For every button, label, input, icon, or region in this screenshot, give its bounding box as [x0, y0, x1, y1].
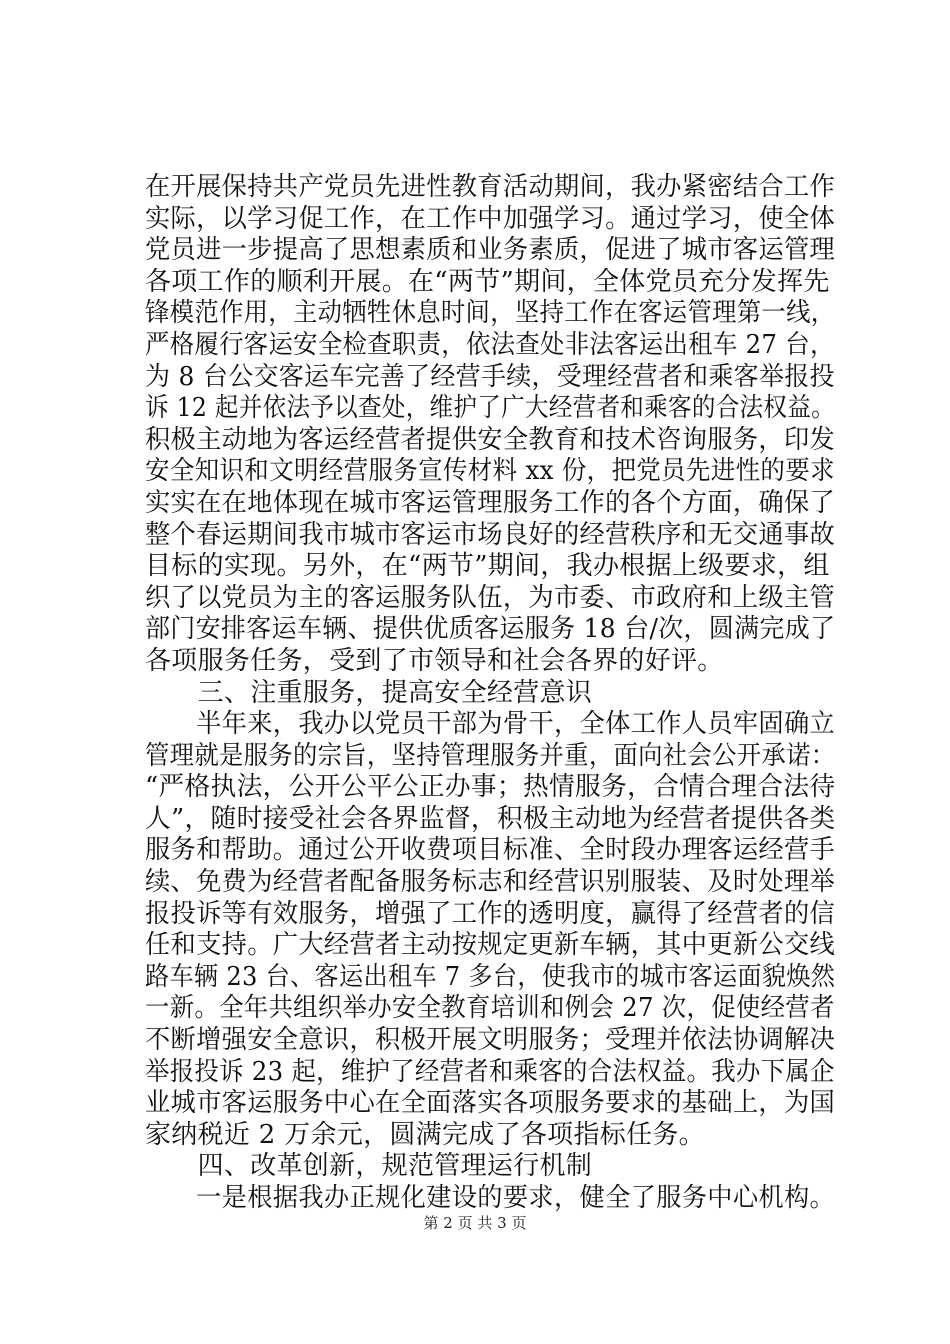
text-line: 三、注重服务，提高安全经营意识 [145, 677, 593, 708]
text-line: 诉 12 起并依法予以查处，维护了广大经营者和乘客的合法权益。 [145, 393, 835, 424]
text-line: 目标的实现。另外，在“两节”期间，我办根据上级要求，组 [145, 551, 830, 582]
text-line: 半年来，我办以党员干部为骨干，全体工作人员牢固确立 [145, 709, 836, 740]
text-line: 一新。全年共组织举办安全教育培训和例会 27 次，促使经营者 [145, 993, 835, 1024]
text-line: 举报投诉 23 起，维护了经营者和乘客的合法权益。我办下属企 [145, 1056, 835, 1087]
text-line: 人”，随时接受社会各界监督，积极主动地为经营者提供各类 [145, 803, 836, 834]
page-footer: 第 2 页 共 3 页 [423, 1214, 527, 1232]
text-line: 四、改革创新，规范管理运行机制 [145, 1151, 593, 1182]
text-line: 一是根据我办正规化建设的要求，健全了服务中心机构。 [145, 1183, 836, 1213]
text-line: 路车辆 23 台、客运出租车 7 多台，使我市的城市客运面貌焕然 [145, 961, 836, 992]
text-line: 严格履行客运安全检查职责，依法查处非法客运出租车 27 台， [145, 329, 835, 360]
text-line: 任和支持。广大经营者主动按规定更新车辆，其中更新公交线 [145, 930, 836, 961]
text-line: 积极主动地为客运经营者提供安全教育和技术咨询服务，印发 [145, 424, 836, 455]
text-line: 党员进一步提高了思想素质和业务素质，促进了城市客运管理 [145, 235, 836, 266]
text-line: 管理就是服务的宗旨，坚持管理服务并重，面向社会公开承诺： [145, 740, 836, 771]
text-line: 各项工作的顺利开展。在“两节”期间，全体党员充分发挥先 [145, 266, 830, 297]
text-line: 服务和帮助。通过公开收费项目标准、全时段办理客运经营手 [145, 835, 836, 866]
text-line: 各项服务任务，受到了市领导和社会各界的好评。 [145, 645, 724, 676]
body-text [145, 172, 835, 1215]
text-line: 整个春运期间我市城市客运市场良好的经营秩序和无交通事故 [145, 519, 836, 550]
text-line: 续、免费为经营者配备服务标志和经营识别服装、及时处理举 [145, 867, 836, 898]
text-line: “严格执法，公开公平公正办事；热情服务，合情合理合法待 [145, 772, 836, 803]
text-line: 在开展保持共产党员先进性教育活动期间，我办紧密结合工作 [145, 172, 836, 202]
text-line: 不断增强安全意识，积极开展文明服务；受理并依法协调解决 [145, 1025, 836, 1056]
text-line: 部门安排客运车辆、提供优质客运服务 18 台/次，圆满完成了 [145, 614, 836, 645]
text-line: 为 8 台公交客运车完善了经营手续，受理经营者和乘客举报投 [145, 361, 835, 392]
text-line: 家纳税近 2 万余元，圆满完成了各项指标任务。 [145, 1119, 705, 1150]
text-line: 业城市客运服务中心在全面落实各项服务要求的基础上，为国 [145, 1088, 836, 1119]
text-line: 安全知识和文明经营服务宣传材料 xx 份，把党员先进性的要求 [145, 456, 835, 487]
text-line: 织了以党员为主的客运服务队伍，为市委、市政府和上级主管 [145, 582, 836, 613]
text-line: 锋模范作用，主动牺牲休息时间，坚持工作在客运管理第一线， [145, 298, 836, 329]
text-line: 实实在在地体现在城市客运管理服务工作的各个方面，确保了 [145, 487, 836, 518]
text-line: 实际，以学习促工作，在工作中加强学习。通过学习，使全体 [145, 203, 836, 234]
text-line: 报投诉等有效服务，增强了工作的透明度，赢得了经营者的信 [145, 898, 836, 929]
